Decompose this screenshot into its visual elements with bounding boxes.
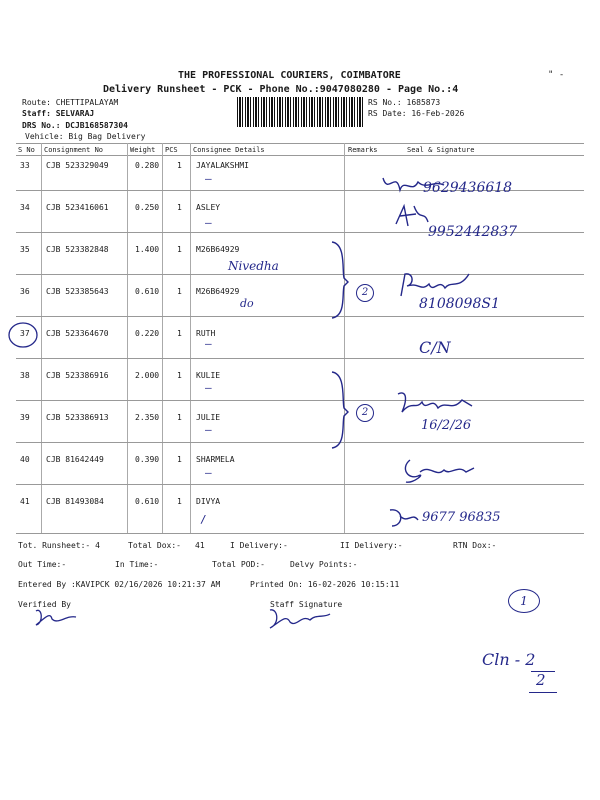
barcode: [237, 97, 365, 127]
row-name: RUTH: [196, 329, 216, 338]
total-pod: Total POD:-: [212, 560, 265, 569]
row-name: M26B64929: [196, 245, 240, 254]
signature-40: [400, 454, 480, 488]
row-weight: 0.610: [135, 287, 160, 296]
rtn-dox: RTN Dox:-: [453, 541, 497, 550]
row-weight: 0.280: [135, 161, 160, 170]
pen-tick: —: [205, 466, 212, 479]
row-pcs: 1: [177, 329, 182, 338]
row-consignment: CJB 81493084: [46, 497, 104, 506]
col-consignment: Consignment No: [44, 146, 104, 154]
staff-text: Staff: SELVARAJ: [22, 109, 95, 118]
row-pcs: 1: [177, 203, 182, 212]
row-pcs: 1: [177, 413, 182, 422]
table-bottom-rule: [16, 533, 584, 534]
handwriting-33: 9629436618: [423, 180, 513, 196]
row-pcs: 1: [177, 245, 182, 254]
i-delivery: I Delivery:-: [230, 541, 288, 550]
row-weight: 0.250: [135, 203, 160, 212]
row-consignment: CJB 523364670: [46, 329, 109, 338]
delvy-points: Delvy Points:-: [290, 560, 358, 569]
col-divider: [344, 143, 345, 533]
page-title: Delivery Runsheet - PCK - Phone No.:9047080280 - Page No.:4: [103, 84, 459, 95]
cln-denominator: 2: [536, 671, 546, 689]
cln-note: Cln - 2: [482, 650, 536, 669]
pen-tick: —: [205, 216, 212, 229]
total-dox-label: Total Dox:-: [128, 541, 181, 550]
row-pcs: 1: [177, 161, 182, 170]
company-name: THE PROFESSIONAL COURIERS, COIMBATORE: [178, 70, 401, 81]
row-sno: 39: [20, 413, 30, 422]
row-divider: [16, 484, 584, 485]
handwriting-36-phone: 8108098S1: [419, 296, 500, 312]
verified-by: Verified By: [18, 600, 71, 609]
row-pcs: 1: [177, 287, 182, 296]
col-pcs: PCS: [165, 146, 178, 154]
row-weight: 2.350: [135, 413, 160, 422]
row-divider: [16, 316, 584, 317]
circled-page-number: 1: [508, 589, 540, 613]
drs-number: DRS No.: DCJB168587304: [22, 121, 128, 130]
row-circle-mark: [6, 320, 40, 350]
row-sno: 38: [20, 371, 30, 380]
row-name: JULIE: [196, 413, 221, 422]
row-weight: 0.220: [135, 329, 160, 338]
row-divider: [16, 358, 584, 359]
table-header-rule: [16, 155, 584, 156]
handwriting-41: 9677 96835: [422, 510, 501, 525]
printed-on: Printed On: 16-02-2026 10:15:11: [250, 580, 400, 589]
col-divider: [127, 143, 128, 533]
brace-mark: [328, 240, 350, 320]
circled-count: 2: [356, 404, 374, 422]
row-weight: 0.610: [135, 497, 160, 506]
pen-tick: —: [205, 381, 212, 394]
staff-signature-label: Staff Signature: [270, 600, 343, 609]
row-sno: 36: [20, 287, 30, 296]
col-remarks: Remarks: [348, 146, 378, 154]
corner-mark: " -: [548, 70, 565, 80]
col-seal: Seal & Signature: [407, 146, 475, 154]
row-weight: 1.400: [135, 245, 160, 254]
signature-41: [386, 506, 422, 530]
out-time: Out Time:-: [18, 560, 67, 569]
row-consignment: CJB 523382848: [46, 245, 109, 254]
route-text: Route: CHETTIPALAYAM: [22, 98, 119, 107]
verifier-signature: [30, 605, 80, 629]
handwriting-36-ditto: do: [240, 297, 254, 310]
circled-count: 2: [356, 284, 374, 302]
row-divider: [16, 442, 584, 443]
row-pcs: 1: [177, 497, 182, 506]
row-pcs: 1: [177, 371, 182, 380]
col-consignee: Consignee Details: [193, 146, 265, 154]
vehicle-text: Vehicle: Big Bag Delivery: [25, 132, 146, 141]
pen-tick: /: [200, 513, 207, 526]
pen-tick: —: [205, 337, 212, 350]
row-sno: 37: [20, 329, 30, 338]
row-sno: 40: [20, 455, 30, 464]
row-name: KULIE: [196, 371, 221, 380]
ii-delivery: II Delivery:-: [340, 541, 403, 550]
row-consignment: CJB 523416061: [46, 203, 109, 212]
handwriting-35: Nivedha: [228, 259, 279, 273]
row-pcs: 1: [177, 455, 182, 464]
col-divider: [41, 143, 42, 533]
row-consignment: CJB 523386916: [46, 371, 109, 380]
row-divider: [16, 274, 584, 275]
signature-39: [392, 388, 482, 418]
underline-mark: [529, 692, 557, 693]
row-weight: 2.000: [135, 371, 160, 380]
in-time: In Time:-: [115, 560, 159, 569]
staff-signature: [264, 606, 334, 632]
col-divider: [190, 143, 191, 533]
row-weight: 0.390: [135, 455, 160, 464]
row-name: DIVYA: [196, 497, 221, 506]
handwriting-39-date: 16/2/26: [421, 418, 472, 433]
pen-tick: —: [205, 172, 212, 185]
row-name: M26B64929: [196, 287, 240, 296]
handwriting-37: C/N: [419, 338, 451, 357]
handwriting-34: 9952442837: [428, 224, 518, 240]
entered-by: Entered By :KAVIPCK 02/16/2026 10:21:37 AM: [18, 580, 221, 589]
total-dox-value: 41: [195, 541, 205, 550]
tot-runsheet: Tot. Runsheet:- 4: [18, 541, 100, 550]
row-name: JAYALAKSHMI: [196, 161, 249, 170]
rs-number: RS No.: 1685873: [368, 98, 441, 107]
col-sno: S No: [18, 146, 35, 154]
row-sno: 34: [20, 203, 30, 212]
table-top-rule: [16, 143, 584, 144]
row-name: ASLEY: [196, 203, 221, 212]
rs-date: RS Date: 16-Feb-2026: [368, 109, 465, 118]
row-consignment: CJB 523385643: [46, 287, 109, 296]
row-consignment: CJB 523386913: [46, 413, 109, 422]
col-divider: [162, 143, 163, 533]
row-name: SHARMELA: [196, 455, 235, 464]
row-consignment: CJB 523329049: [46, 161, 109, 170]
row-consignment: CJB 81642449: [46, 455, 104, 464]
pen-tick: —: [205, 423, 212, 436]
row-sno: 41: [20, 497, 30, 506]
col-weight: Weight: [130, 146, 156, 154]
row-sno: 35: [20, 245, 30, 254]
signature-34: [392, 202, 432, 230]
row-sno: 33: [20, 161, 30, 170]
brace-mark: [328, 370, 350, 450]
row-divider: [16, 400, 584, 401]
